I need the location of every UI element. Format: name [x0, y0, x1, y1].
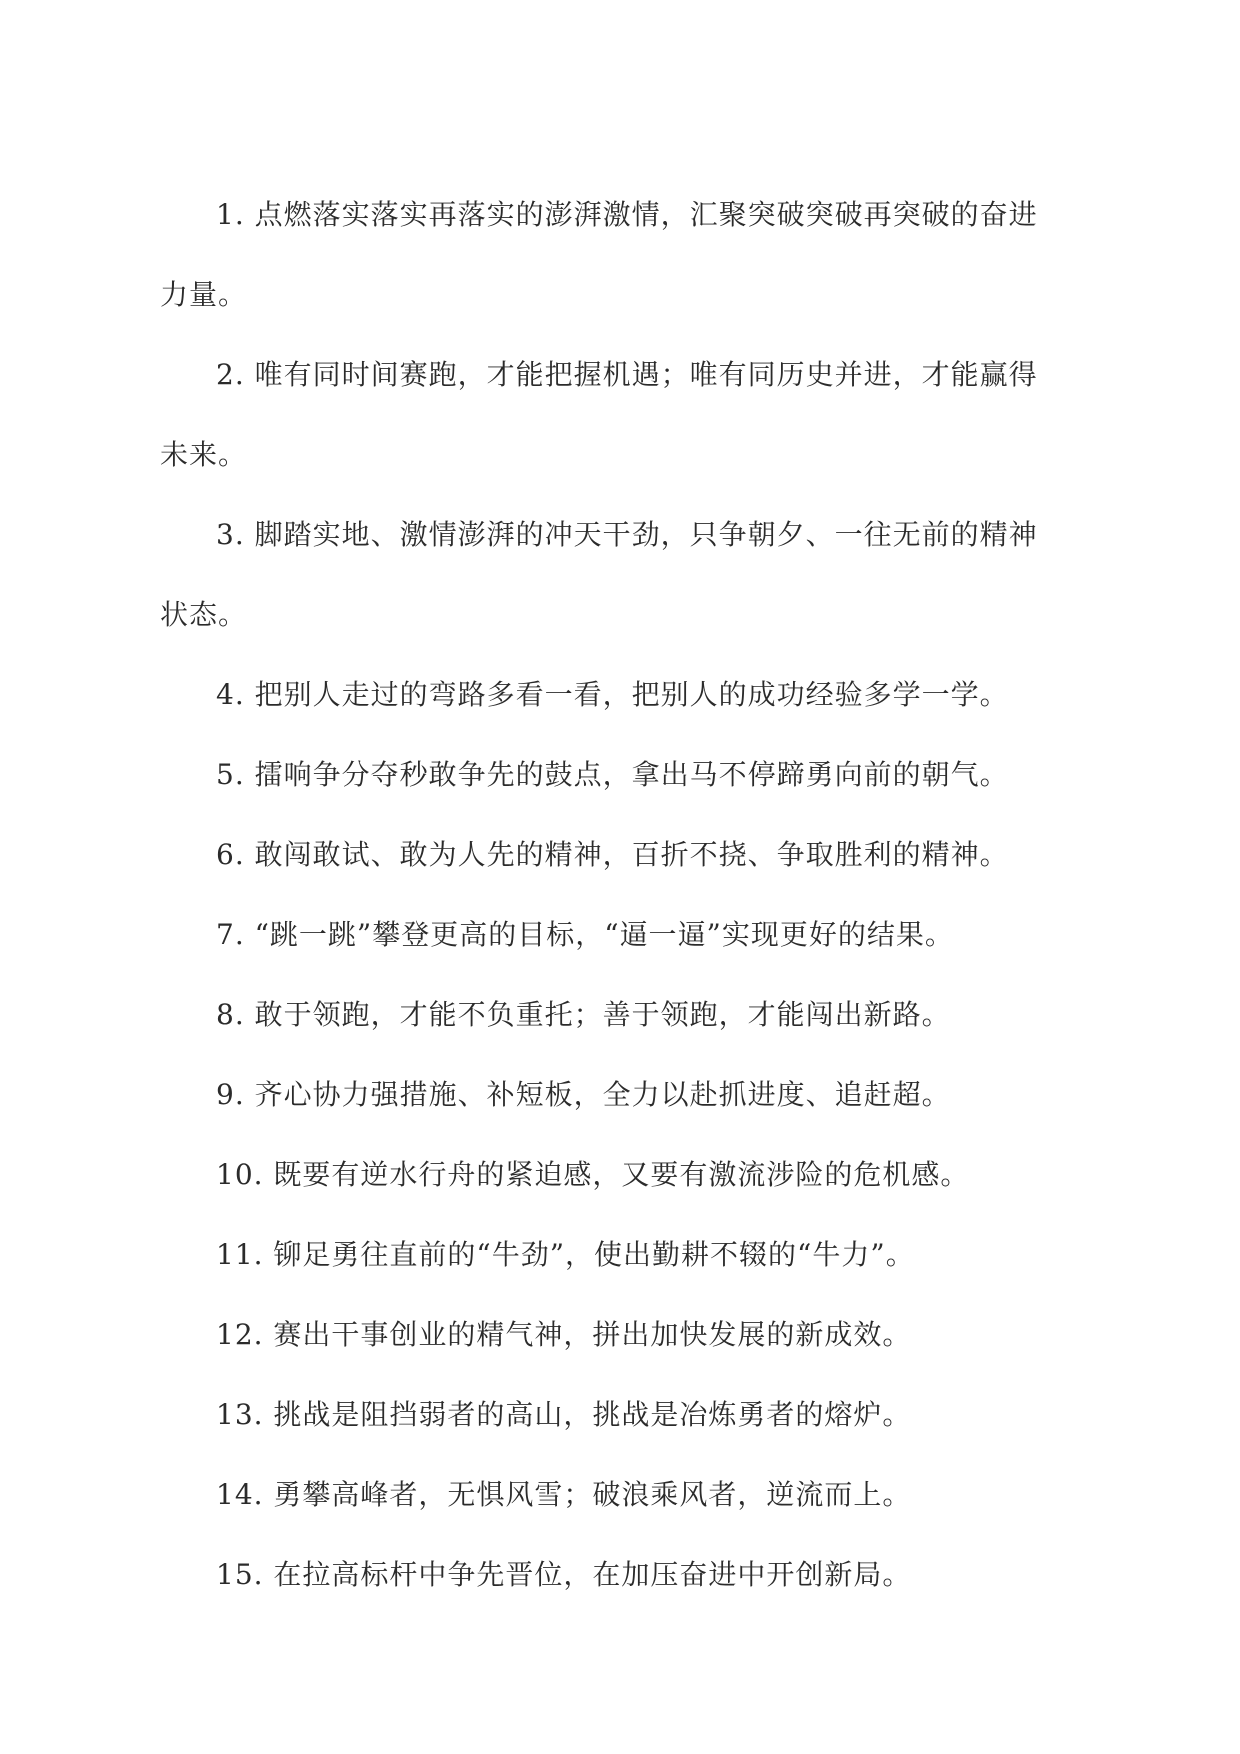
- list-item: 4. 把别人走过的弯路多看一看，把别人的成功经验多学一学。: [216, 678, 1009, 711]
- document-body: [160, 175, 1065, 1615]
- list-item: 9. 齐心协力强措施、补短板，全力以赴抓进度、追赶超。: [216, 1078, 951, 1111]
- list-item: 7. “跳一跳”攀登更高的目标，“逼一逼”实现更好的结果。: [216, 918, 954, 951]
- list-item: 8. 敢于领跑，才能不负重托；善于领跑，才能闯出新路。: [216, 998, 951, 1031]
- list-item: 12. 赛出干事创业的精气神，拼出加快发展的新成效。: [216, 1318, 912, 1351]
- list-item: 2. 唯有同时间赛跑，才能把握机遇；唯有同历史并进，才能赢得未来。: [160, 358, 1038, 471]
- list-item: 6. 敢闯敢试、敢为人先的精神，百折不挠、争取胜利的精神。: [216, 838, 1009, 871]
- list-item: 1. 点燃落实落实再落实的澎湃激情，汇聚突破突破再突破的奋进力量。: [160, 198, 1038, 311]
- list-item: 3. 脚踏实地、激情澎湃的冲天干劲，只争朝夕、一往无前的精神状态。: [160, 518, 1038, 631]
- list-item: 13. 挑战是阻挡弱者的高山，挑战是冶炼勇者的熔炉。: [216, 1398, 912, 1431]
- list-item: 11. 铆足勇往直前的“牛劲”，使出勤耕不辍的“牛力”。: [216, 1238, 915, 1271]
- list-item: 14. 勇攀高峰者，无惧风雪；破浪乘风者，逆流而上。: [216, 1478, 912, 1511]
- list-item: 15. 在拉高标杆中争先晋位，在加压奋进中开创新局。: [216, 1558, 912, 1591]
- list-item: 5. 擂响争分夺秒敢争先的鼓点，拿出马不停蹄勇向前的朝气。: [216, 758, 1009, 791]
- list-item: 10. 既要有逆水行舟的紧迫感，又要有激流涉险的危机感。: [216, 1158, 970, 1191]
